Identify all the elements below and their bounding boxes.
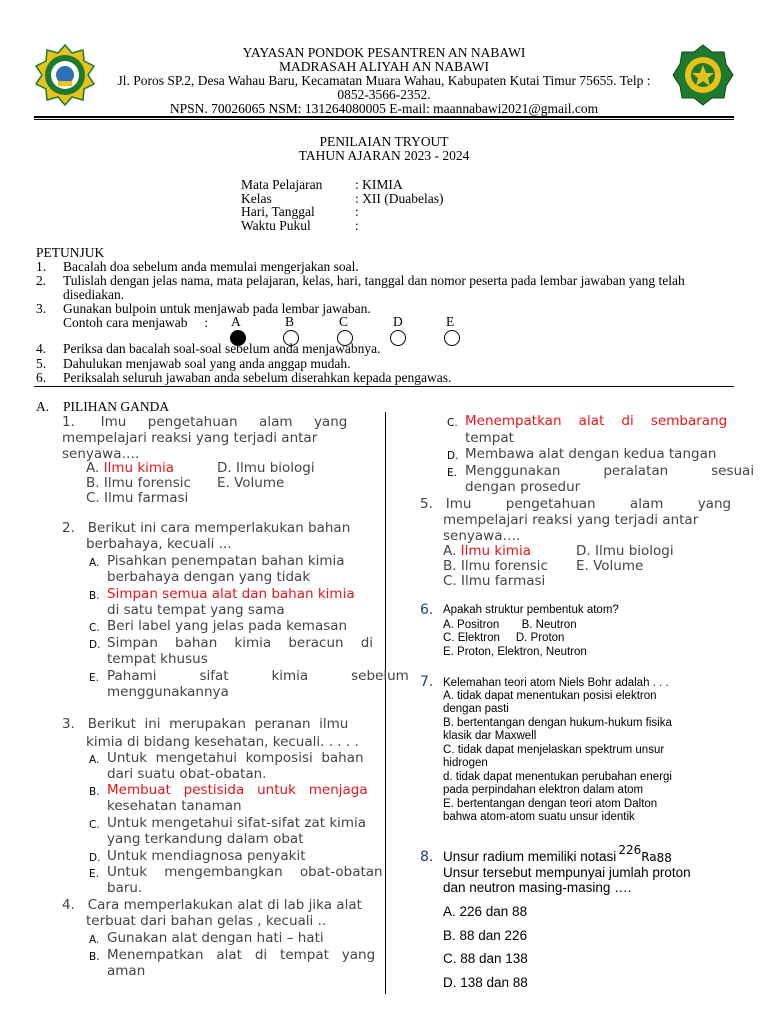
q7-option-a[interactable]: A. tidak dapat menentukan posisi elektron <box>443 690 657 702</box>
q6-option-e[interactable]: E. Proton, Elektron, Neutron <box>443 646 587 658</box>
q3-stem-line1: 3. Berikut ini merupakan peranan ilmu <box>62 716 349 732</box>
instruction-item: Contoh cara menjawab : <box>63 315 209 330</box>
q7-option-b[interactable]: B. bertentangan dengan hukum-hukum fisika <box>443 717 672 729</box>
header-rule-thick <box>34 116 734 118</box>
section-heading: A. PILIHAN GANDA <box>36 399 170 414</box>
q6-stem: Apakah struktur pembentuk atom? <box>443 604 619 616</box>
q4-option-c-line2: tempat <box>465 430 514 446</box>
q7-number: 7. <box>420 674 434 690</box>
q5-option-c[interactable]: C. Ilmu farmasi <box>443 573 546 589</box>
q4-stem-line2: terbuat dari bahan gelas , kecuali .. <box>86 913 327 929</box>
q7-option-a-line2: dengan pasti <box>443 703 509 715</box>
instruction-item: disediakan. <box>63 287 125 302</box>
q8-option-d[interactable]: D. 138 dan 88 <box>443 975 528 990</box>
q1-option-d[interactable]: D. Ilmu biologi <box>217 460 315 476</box>
exam-title: PENILAIAN TRYOUT <box>319 134 449 149</box>
q1-option-b[interactable]: B. Ilmu forensic <box>86 475 191 491</box>
q5-option-a[interactable]: A. Ilmu kimia <box>443 543 532 559</box>
q4-option-d[interactable]: D. Membawa alat dengan kedua tangan <box>447 446 717 462</box>
q2-stem-line2: berbahaya, kecuali ... <box>86 536 232 552</box>
q7-stem: Kelemahan teori atom Niels Bohr adalah . . . <box>443 677 669 689</box>
q2-option-b-line2: di satu tempat yang sama <box>107 602 285 618</box>
q2-option-d-line2: tempat khusus <box>107 651 208 667</box>
q8-stem-line3: dan neutron masing-masing …. <box>443 880 632 895</box>
q8-option-a[interactable]: A. 226 dan 88 <box>443 904 528 919</box>
q2-option-e[interactable]: E. Pahami sifat kimia sebelum <box>89 668 409 684</box>
q7-option-d[interactable]: d. tidak dapat menentukan perubahan energi <box>443 771 672 783</box>
q3-option-c-line2: yang terkandung dalam obat <box>107 831 304 847</box>
school-name: MADRASAH ALIYAH AN NABAWI <box>278 59 490 74</box>
instructions-heading: PETUNJUK <box>36 245 105 260</box>
q3-option-b-line2: kesehatan tanaman <box>107 798 242 814</box>
q5-stem-line3: senyawa…. <box>443 528 521 544</box>
q1-option-c[interactable]: C. Ilmu farmasi <box>86 490 189 506</box>
example-bubble <box>390 330 406 346</box>
meta-subject: Mata Pelajaran : KIMIA <box>241 177 403 192</box>
q3-option-b[interactable]: B. Membuat pestisida untuk menjaga <box>89 782 368 798</box>
q4-stem-line1: 4. Cara memperlakukan alat di lab jika alat <box>62 897 362 913</box>
q3-option-c[interactable]: C. Untuk mengetahui sifat-sifat zat kimia <box>89 815 367 831</box>
q1-stem-line2: mempelajari reaksi yang terjadi antar <box>62 430 318 446</box>
meta-class: Kelas : XII (Duabelas) <box>241 191 444 206</box>
example-label-e: E <box>446 314 455 329</box>
q7-option-c[interactable]: C. tidak dapat menjelaskan spektrum unsur <box>443 744 665 756</box>
q8-stem-line2: Unsur tersebut mempunyai jumlah proton <box>443 865 691 880</box>
q5-option-b[interactable]: B. Ilmu forensic <box>443 558 548 574</box>
q2-stem-line1: 2. Berikut ini cara memperlakukan bahan <box>62 520 351 536</box>
q4-option-e-line2: dengan prosedur <box>465 479 581 495</box>
q7-option-e[interactable]: E. bertentangan dengan teori atom Dalton <box>443 798 658 810</box>
q1-stem-line3: senyawa…. <box>62 446 140 462</box>
column-divider <box>385 412 386 994</box>
instruction-item: 3. Gunakan bulpoin untuk menjawab pada lembar jawaban. <box>36 301 371 316</box>
q4-option-b-line2: aman <box>107 963 146 979</box>
q4-option-a[interactable]: A. Gunakan alat dengan hati – hati <box>89 930 324 946</box>
academic-year: TAHUN AJARAN 2023 - 2024 <box>298 148 470 163</box>
q5-stem-line2: mempelajari reaksi yang terjadi antar <box>443 512 699 528</box>
q3-stem-line2: kimia di bidang kesehatan, kecuali. . . . . <box>86 734 359 750</box>
meta-time: Waktu Pukul : <box>241 218 359 233</box>
q6-options-row2[interactable]: C. Elektron D. Proton <box>443 632 565 644</box>
instruction-item: 2. Tulislah dengan jelas nama, mata pelajaran, kelas, hari, tanggal dan nomor peserta pada lembar jawaban yang telah <box>36 273 685 288</box>
q1-option-a[interactable]: A. Ilmu kimia <box>86 460 175 476</box>
school-address: Jl. Poros SP.2, Desa Wahau Baru, Kecamatan Muara Wahau, Kabupaten Kutai Timur 75655. Telp : <box>117 73 651 88</box>
example-label-c: C <box>339 314 349 329</box>
q6-number: 6. <box>420 602 434 618</box>
q2-option-d[interactable]: D. Simpan bahan kimia beracun di <box>89 635 374 651</box>
q1-option-e[interactable]: E. Volume <box>217 475 285 491</box>
q2-option-e-line2: menggunakannya <box>107 684 229 700</box>
meta-date: Hari, Tanggal : <box>241 204 359 219</box>
q7-option-c-line2: hidrogen <box>443 757 488 769</box>
q5-stem-line1: 5. Imu pengetahuan alam yang <box>420 496 732 512</box>
school-registration: NPSN. 70026065 NSM: 131264080005 E-mail: maannabawi2021@gmail.com <box>169 101 599 116</box>
q8-option-c[interactable]: C. 88 dan 138 <box>443 951 528 966</box>
q4-option-c[interactable]: C. Menempatkan alat di sembarang <box>447 413 728 429</box>
instruction-item: 4. Periksa dan bacalah soal-soal sebelum anda menjawabnya. <box>36 341 381 356</box>
instruction-item: 1. Bacalah doa sebelum anda memulai mengerjakan soal. <box>36 259 359 274</box>
q8-option-b[interactable]: B. 88 dan 226 <box>443 928 528 943</box>
q2-option-c[interactable]: C. Beri label yang jelas pada kemasan <box>89 618 348 634</box>
q3-option-a-line2: dari suatu obat-obatan. <box>107 766 267 782</box>
q2-option-a[interactable]: A. Pisahkan penempatan bahan kimia <box>89 553 345 569</box>
q5-option-e[interactable]: E. Volume <box>576 558 644 574</box>
header-rule-thin <box>34 119 734 120</box>
q3-option-a[interactable]: A. Untuk mengetahui komposisi bahan <box>89 750 364 766</box>
foundation-name: YAYASAN PONDOK PESANTREN AN NABAWI <box>242 45 526 60</box>
q7-option-e-line2: bahwa atom-atom suatu unsur identik <box>443 811 635 823</box>
q4-option-e[interactable]: E. Menggunakan peralatan sesuai <box>447 463 755 479</box>
q2-option-b[interactable]: B. Simpan semua alat dan bahan kimia <box>89 586 355 602</box>
q4-option-b[interactable]: B. Menempatkan alat di tempat yang <box>89 947 376 963</box>
q1-stem-line1: 1. Imu pengetahuan alam yang <box>62 414 348 430</box>
q7-option-b-line2: klasik dar Maxwell <box>443 730 537 742</box>
example-label-b: B <box>285 314 295 329</box>
example-bubble <box>444 330 460 346</box>
q2-option-a-line2: berbahaya dengan yang tidak <box>107 569 311 585</box>
q8-number: 8. <box>420 849 434 865</box>
q3-option-d[interactable]: D. Untuk mendiagnosa penyakit <box>89 848 306 864</box>
section-divider <box>34 386 734 387</box>
example-label-a: A <box>231 314 241 329</box>
q6-options-row1[interactable]: A. Positron B. Neutron <box>443 619 577 631</box>
q3-option-e-line2: baru. <box>107 880 143 896</box>
q3-option-e[interactable]: E. Untuk mengembangkan obat-obatan <box>89 864 383 880</box>
q8-stem-line1: Unsur radium memiliki notasi 226Ra88 <box>443 843 672 865</box>
q7-option-d-line2: pada perpindahan elektron dalam atom <box>443 784 644 796</box>
instruction-item: 6. Periksalah seluruh jawaban anda sebelum diserahkan kepada pengawas. <box>36 370 452 385</box>
school-phone: 0852-3566-2352. <box>337 87 431 102</box>
example-label-d: D <box>393 314 403 329</box>
q5-option-d[interactable]: D. Ilmu biologi <box>576 543 674 559</box>
instruction-item: 5. Dahulukan menjawab soal yang anda anggap mudah. <box>36 356 351 371</box>
